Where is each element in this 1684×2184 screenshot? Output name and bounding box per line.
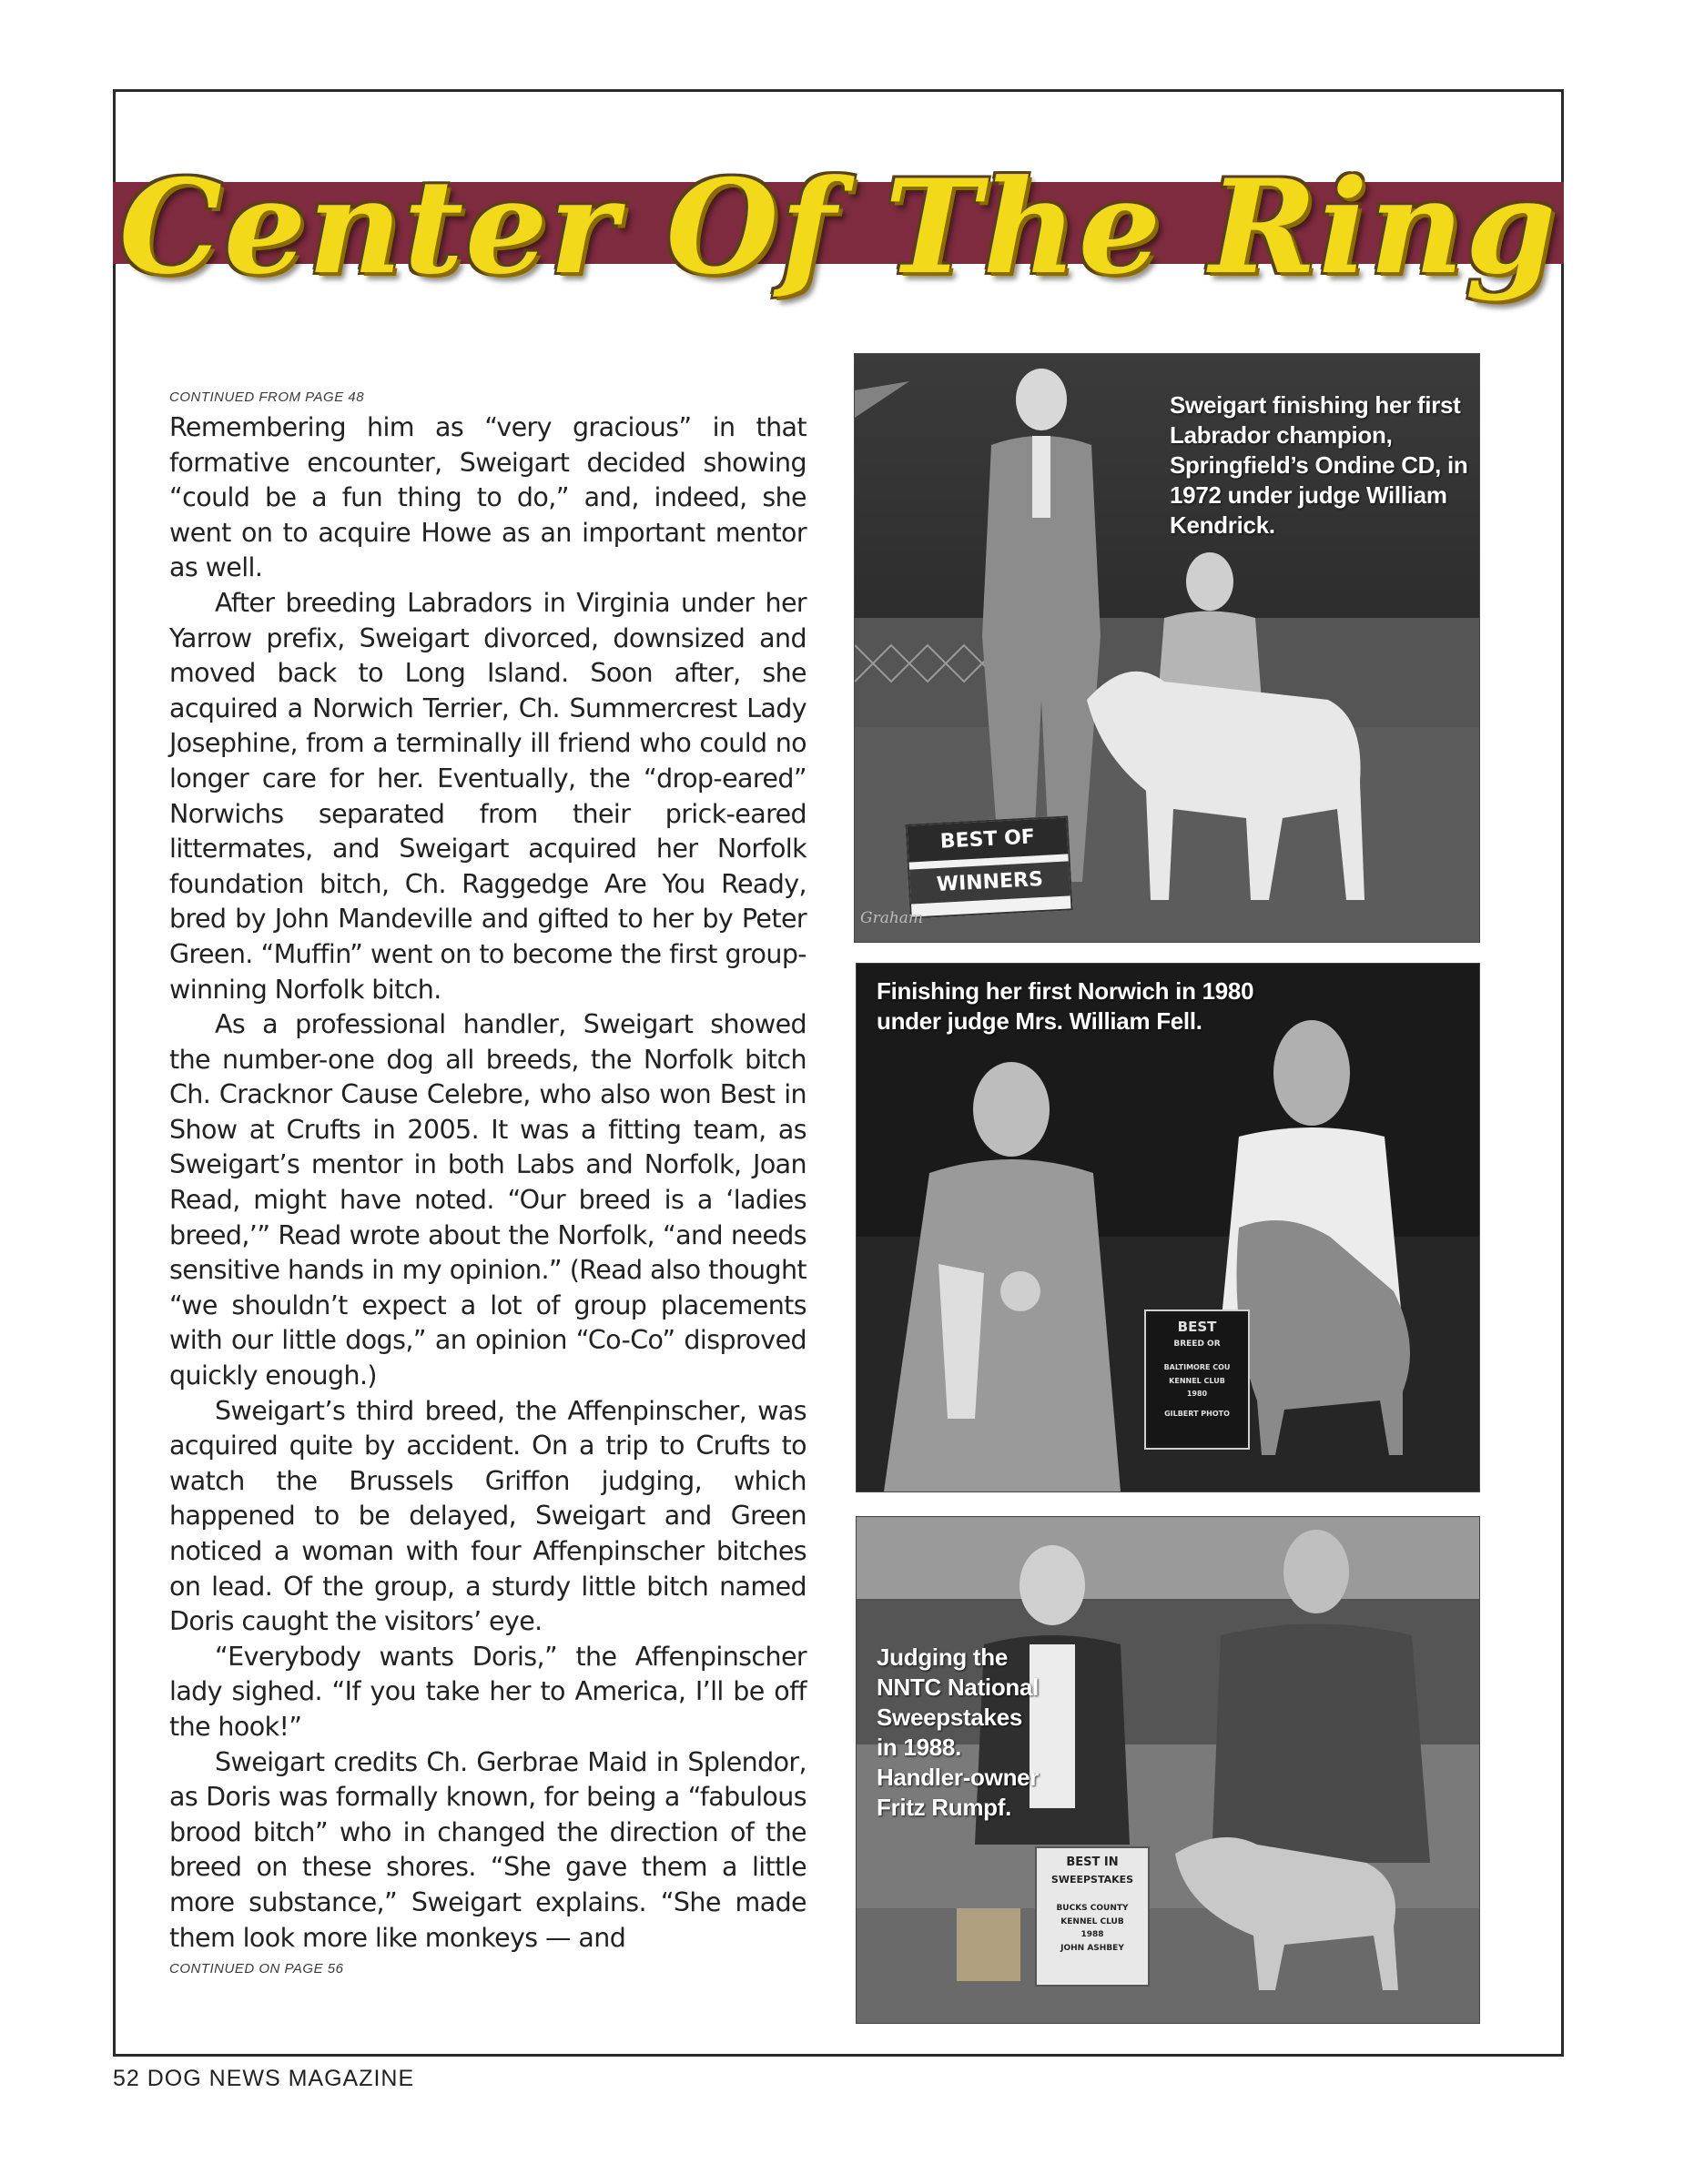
photographer-credit: Graham [860, 909, 924, 927]
sign-line: BREED OR [1173, 1340, 1221, 1349]
sign-line: BEST [1177, 1319, 1217, 1335]
article-paragraph: As a professional handler, Sweigart showed the number-one dog all breeds, the Norfolk bitch Ch. Cracknor Cause Celebre, who also won Best in Show at Crufts in 2005. It was a fitting team, as Sweigart’s mentor in both Labs and Norfolk, Joan Read, might have noted. “Our breed is a ‘ladies breed,’” Read wrote about the Norfolk, “and needs sensitive hands in my opinion.” (Read also thought “we shouldn’t expect a lot of group placements with our little dogs,” an opinion “Co-Co” disproved quickly enough.) [169, 1009, 806, 1391]
sign-line: KENNEL CLUB [1169, 1377, 1225, 1385]
sign-line: GILBERT PHOTO [1164, 1410, 1230, 1418]
photo-caption: Judging the NNTC National Sweepstakes in 1988. Handler-owner Fritz Rumpf. [877, 1643, 1040, 1821]
best-of-winners-sign [905, 815, 1072, 918]
article-body [169, 389, 806, 1977]
sign-line: JOHN ASHBEY [1060, 1944, 1124, 1953]
sign-line: WINNERS [909, 861, 1070, 904]
sign-line: BEST IN [1066, 1855, 1119, 1869]
article-paragraph: After breeding Labradors in Virginia under her Yarrow prefix, Sweigart divorced, downsized and moved back to Long Island. Soon after, she acquired a Norwich Terrier, Ch. Summercrest Lady Josephine, from a terminally ill friend who could no longer care for her. Eventually, the “drop-eared” Norwichs separated from their prick-eared littermates, and Sweigart acquired her Norfolk foundation bitch, Ch. Raggedge Are You Ready, bred by John Mandeville and gifted to her by Peter Green. “Muffin” went on to become the first group-winning Norfolk bitch. [169, 587, 806, 1005]
best-in-sweepstakes-sign [1035, 1846, 1150, 1987]
photo-caption: Sweigart finishing her first Labrador champion, Springfield’s Ondine CD, in 1972 under judge William Kendrick. [1170, 391, 1468, 539]
page-title: Center Of The Ring [118, 152, 1558, 303]
continued-from-label: CONTINUED FROM PAGE 48 [169, 389, 365, 405]
continued-on-label: CONTINUED ON PAGE 56 [169, 1961, 344, 1977]
best-of-breed-sign [1144, 1309, 1250, 1450]
sign-line: BEST OF [908, 817, 1069, 862]
photo-caption: Finishing her first Norwich in 1980 under judge Mrs. William Fell. [877, 977, 1254, 1035]
photo-norwich-champion [856, 963, 1480, 1492]
sign-line: BALTIMORE COU [1163, 1363, 1231, 1371]
sign-line: KENNEL CLUB [1060, 1917, 1124, 1926]
photo-nntc-sweepstakes [856, 1516, 1480, 2024]
sign-line: 1980 [1186, 1390, 1208, 1398]
sign-line: BUCKS COUNTY [1056, 1904, 1129, 1913]
article-paragraph: Sweigart credits Ch. Gerbrae Maid in Splendor, as Doris was formally known, for being a “fabulous brood bitch” who in changed the direction of the breed on these shores. “She gave them a little more substance,” Sweigart explains. “She made them look more like monkeys — and [169, 1746, 806, 1953]
article-paragraph: Sweigart’s third breed, the Affenpinscher, was acquired quite by accident. On a trip to Crufts to watch the Brussels Griffon judging, which happened to be delayed, Sweigart and Green noticed a woman with four Affenpinscher bitches on lead. Of the group, a sturdy little bitch named Doris caught the visitors’ eye. [169, 1395, 806, 1637]
article-paragraph: Remembering him as “very gracious” in that formative encounter, Sweigart decided showing “could be a fun thing to do,” and, indeed, she went on to acquire Howe as an important mentor as well. [169, 412, 806, 583]
article-paragraph: “Everybody wants Doris,” the Affenpinscher lady sighed. “If you take her to America, I’ll be off the hook!” [169, 1641, 806, 1742]
photo-labrador-champion [854, 353, 1480, 943]
sign-line: SWEEPSTAKES [1050, 1874, 1134, 1886]
page-footer: 52 DOG NEWS MAGAZINE [113, 2066, 415, 2091]
sign-line: 1988 [1080, 1930, 1104, 1939]
